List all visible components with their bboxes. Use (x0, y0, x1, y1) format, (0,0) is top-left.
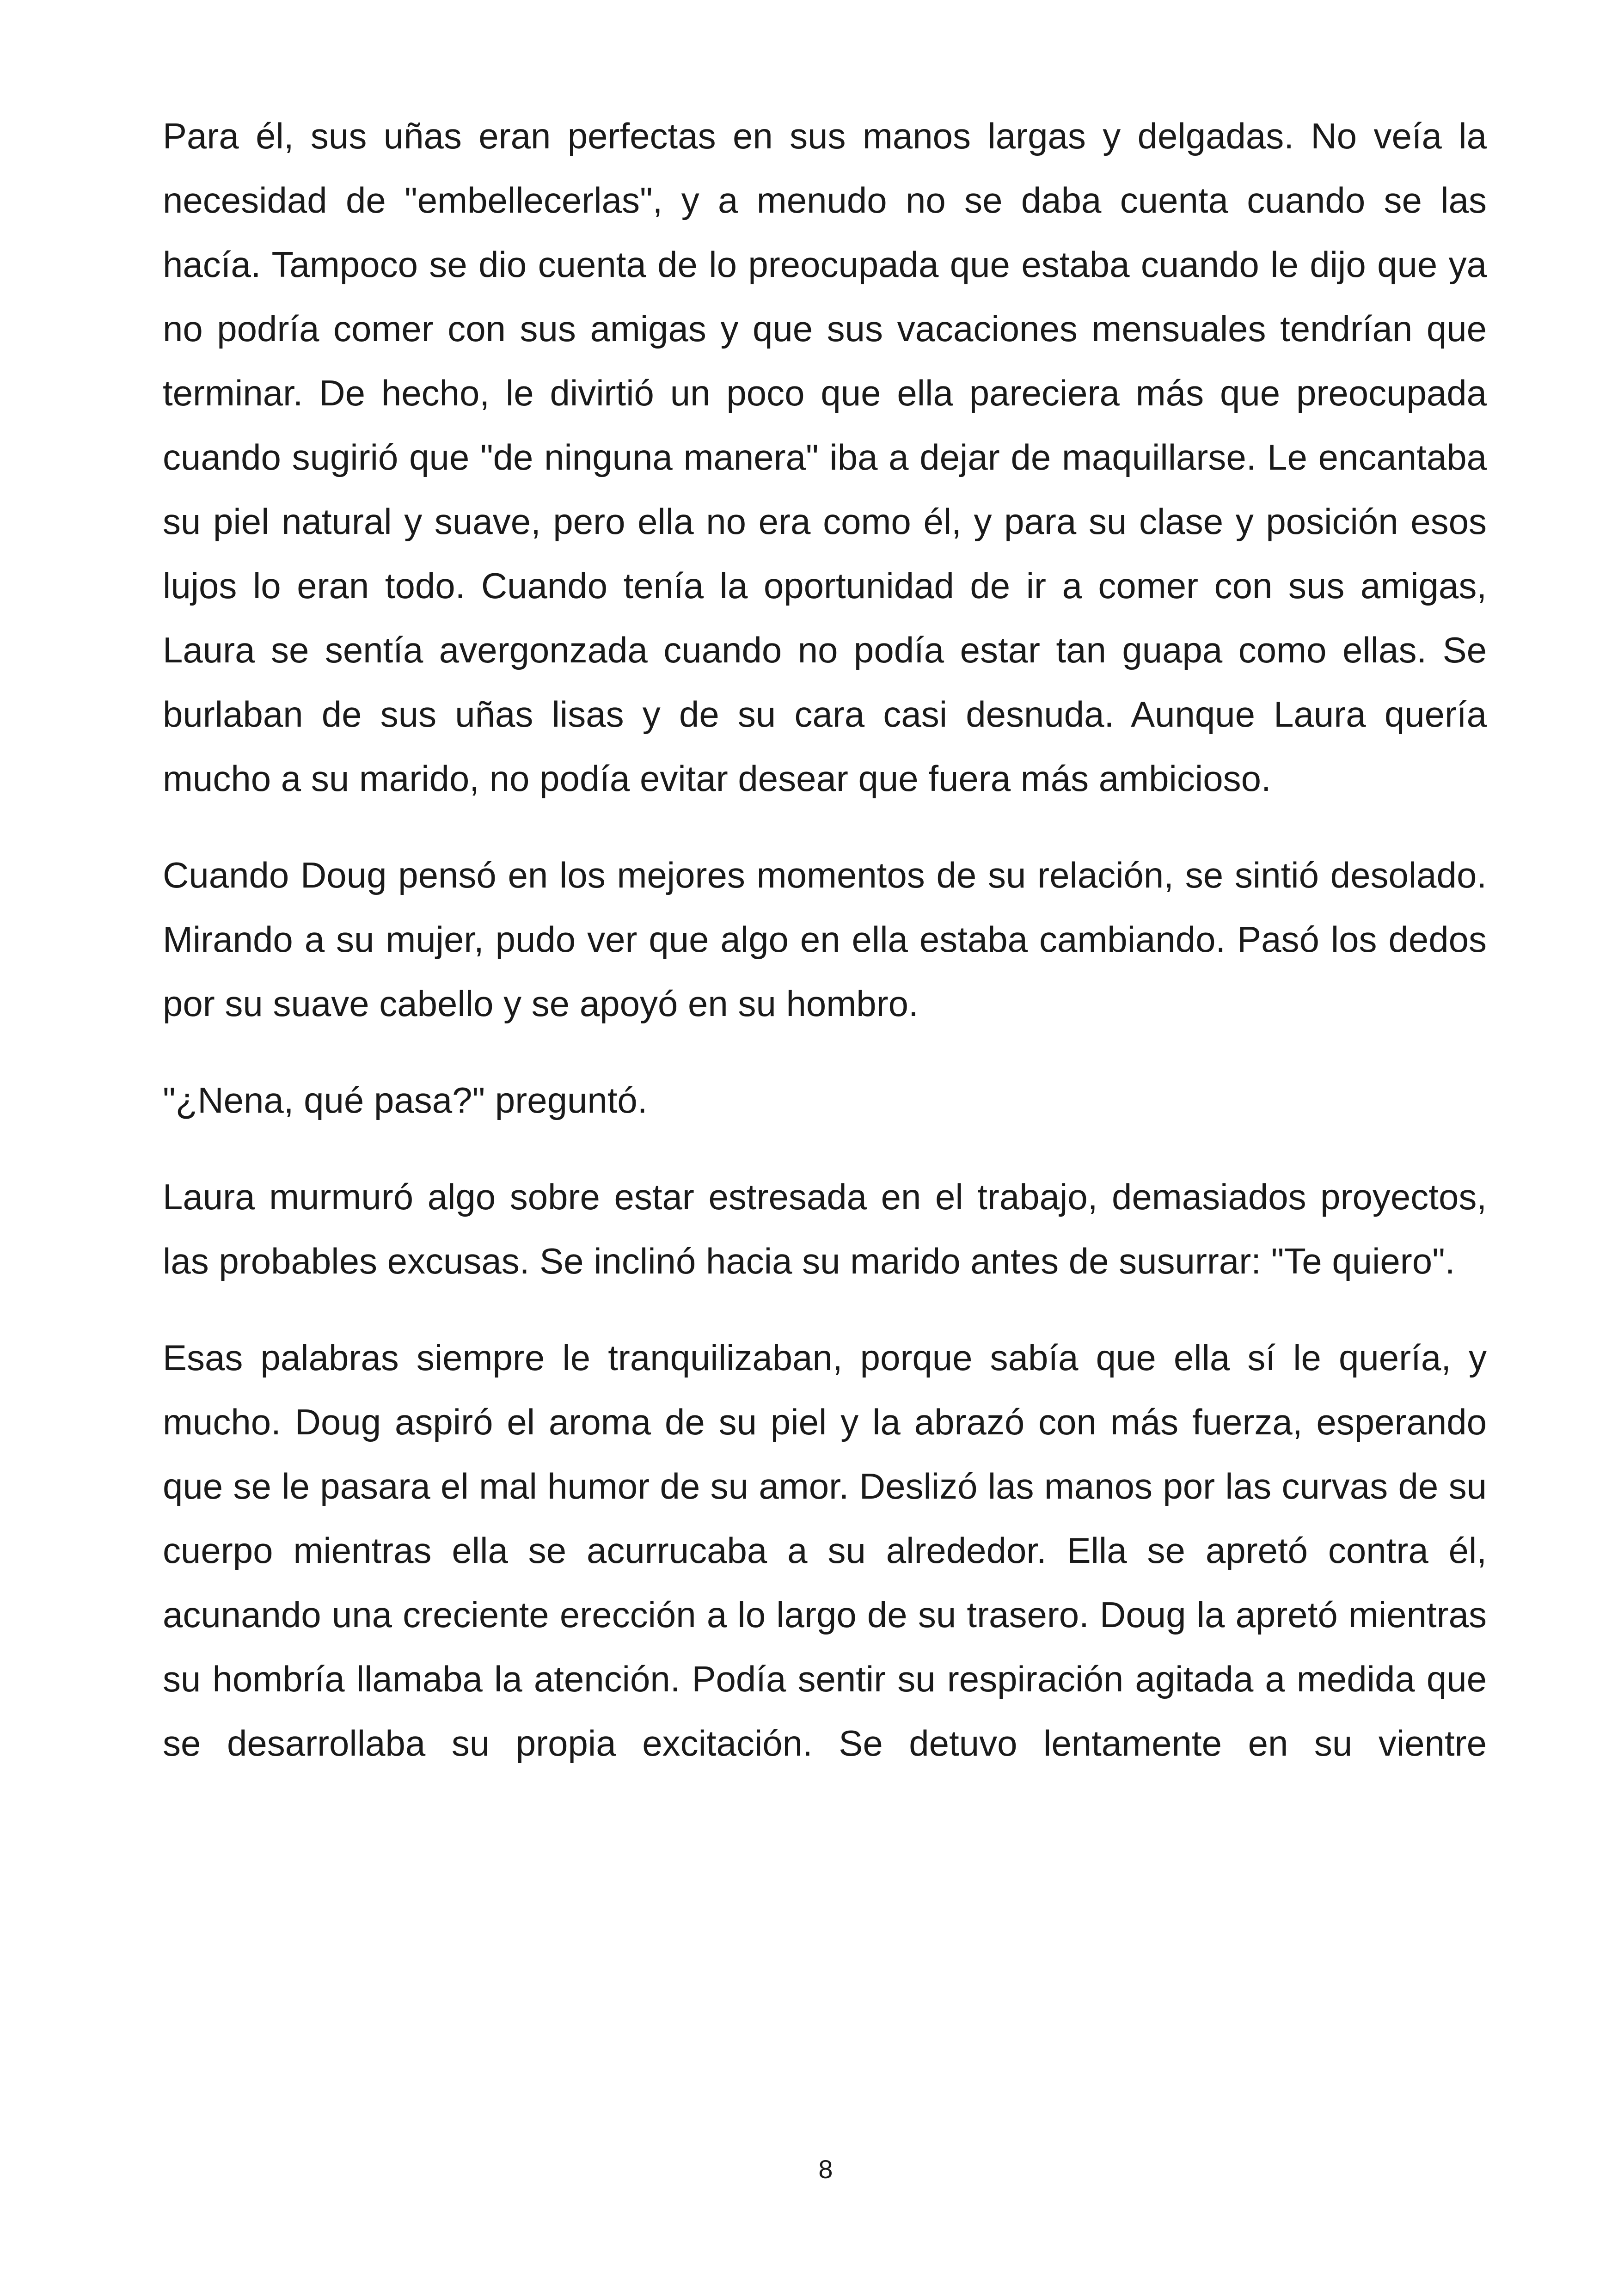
paragraph-5: Esas palabras siempre le tranquilizaban, porque sabía que ella sí le quería, y mucho. Doug aspiró el aroma de su piel y la abrazó con más fuerza, esperando que se le pasara el mal humor de su amor. Deslizó las manos por las curvas de su cuerpo mientras ella se acurrucaba a su alrededor. Ella se apretó contra él, acunando una creciente erección a lo largo de su trasero. Doug la apretó mientras su hombría llamaba la atención. Podía sentir su respiración agitada a medida que se desarrollaba su propia excitación. Se detuvo lentamente en su vientre (163, 1337, 1487, 1763)
paragraph-4: Laura murmuró algo sobre estar estresada en el trabajo, demasiados proyectos, las probables excusas. Se inclinó hacia su marido antes de susurrar: "Te quiero". (163, 1176, 1487, 1281)
paragraph-2: Cuando Doug pensó en los mejores momentos de su relación, se sintió desolado. Mirando a su mujer, pudo ver que algo en ella estaba cambiando. Pasó los dedos por su suave cabello y se apoyó en su hombro. (163, 855, 1487, 1024)
page-number: 8 (818, 2155, 833, 2184)
paragraph-1: Para él, sus uñas eran perfectas en sus manos largas y delgadas. No veía la necesidad de "embellecerlas", y a menudo no se daba cuenta cuando se las hacía. Tampoco se dio cuenta de lo preocupada que estaba cuando le dijo que ya no podría comer con sus amigas y que sus vacaciones mensuales tendrían que terminar. De hecho, le divirtió un poco que ella pareciera más que preocupada cuando sugirió que "de ninguna manera" iba a dejar de maquillarse. Le encantaba su piel natural y suave, pero ella no era como él, y para su clase y posición esos lujos lo eran todo. Cuando tenía la oportunidad de ir a comer con sus amigas, Laura se sentía avergonzada cuando no podía estar tan guapa como ellas. Se burlaban de sus uñas lisas y de su cara casi desnuda. Aunque Laura quería mucho a su marido, no podía evitar desear que fuera más ambicioso. (163, 116, 1487, 799)
paragraph-3: "¿Nena, qué pasa?" preguntó. (163, 1080, 648, 1120)
body-text (163, 104, 1487, 1776)
